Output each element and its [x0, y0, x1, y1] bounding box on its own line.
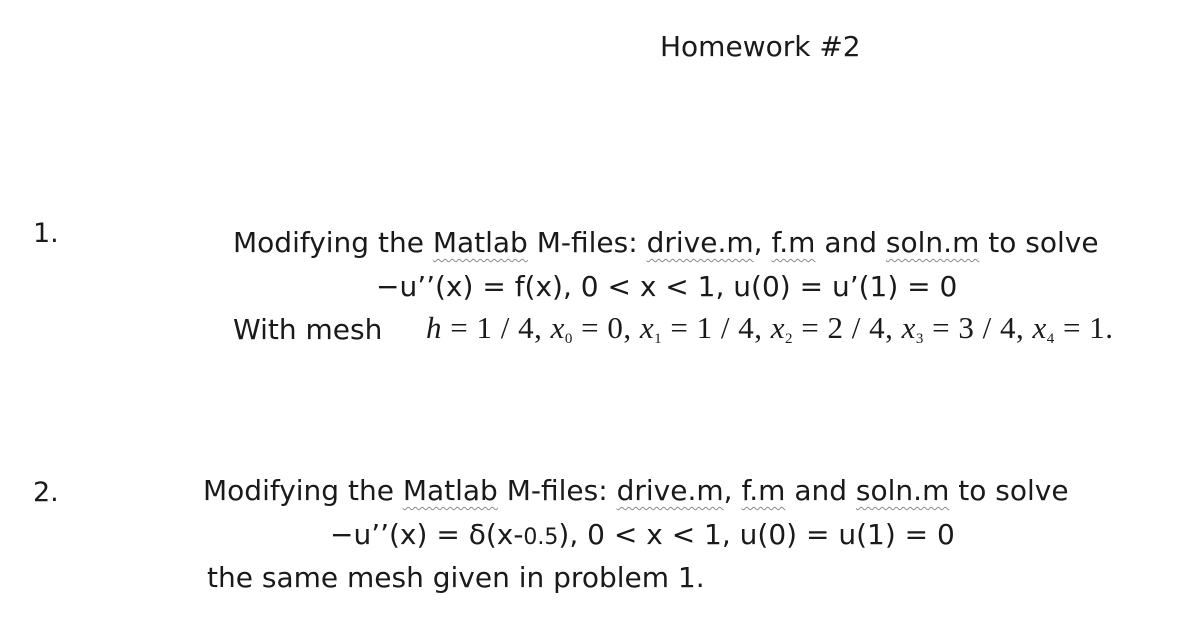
file-name: soln.m: [855, 474, 950, 507]
file-name: soln.m: [885, 226, 980, 259]
problem-2-equation: −u’’(x) = δ(x-0.5), 0 < x < 1, u(0) = u(1) = 0: [330, 518, 955, 551]
problem-2-closing: the same mesh given in problem 1.: [207, 561, 705, 594]
file-name: f.m: [771, 226, 816, 259]
problem-2-number: 2.: [33, 477, 59, 508]
document-title: Homework #2: [660, 30, 861, 63]
problem-1-mesh-formula: h = 1 / 4, $x_0 = 0$, $x_1 = 1 / 4$, $x_2 = 2 / 4$, $x_3 = 3 / 4$, $x_4 = 1$.: [426, 310, 1114, 347]
spellcheck-word: Matlab: [402, 474, 498, 507]
problem-1-mesh-label: With mesh: [233, 313, 383, 346]
problem-1-statement: Modifying the Matlab M-files: drive.m, f.m and soln.m to solve: [233, 226, 1099, 259]
file-name: drive.m: [646, 226, 754, 259]
spellcheck-word: Matlab: [432, 226, 528, 259]
problem-1-number: 1.: [33, 218, 59, 249]
problem-1-equation: −u’’(x) = f(x), 0 < x < 1, u(0) = u’(1) = 0: [376, 270, 958, 303]
file-name: drive.m: [616, 474, 724, 507]
file-name: f.m: [741, 474, 786, 507]
problem-2-statement: Modifying the Matlab M-files: drive.m, f.m and soln.m to solve: [203, 474, 1069, 507]
